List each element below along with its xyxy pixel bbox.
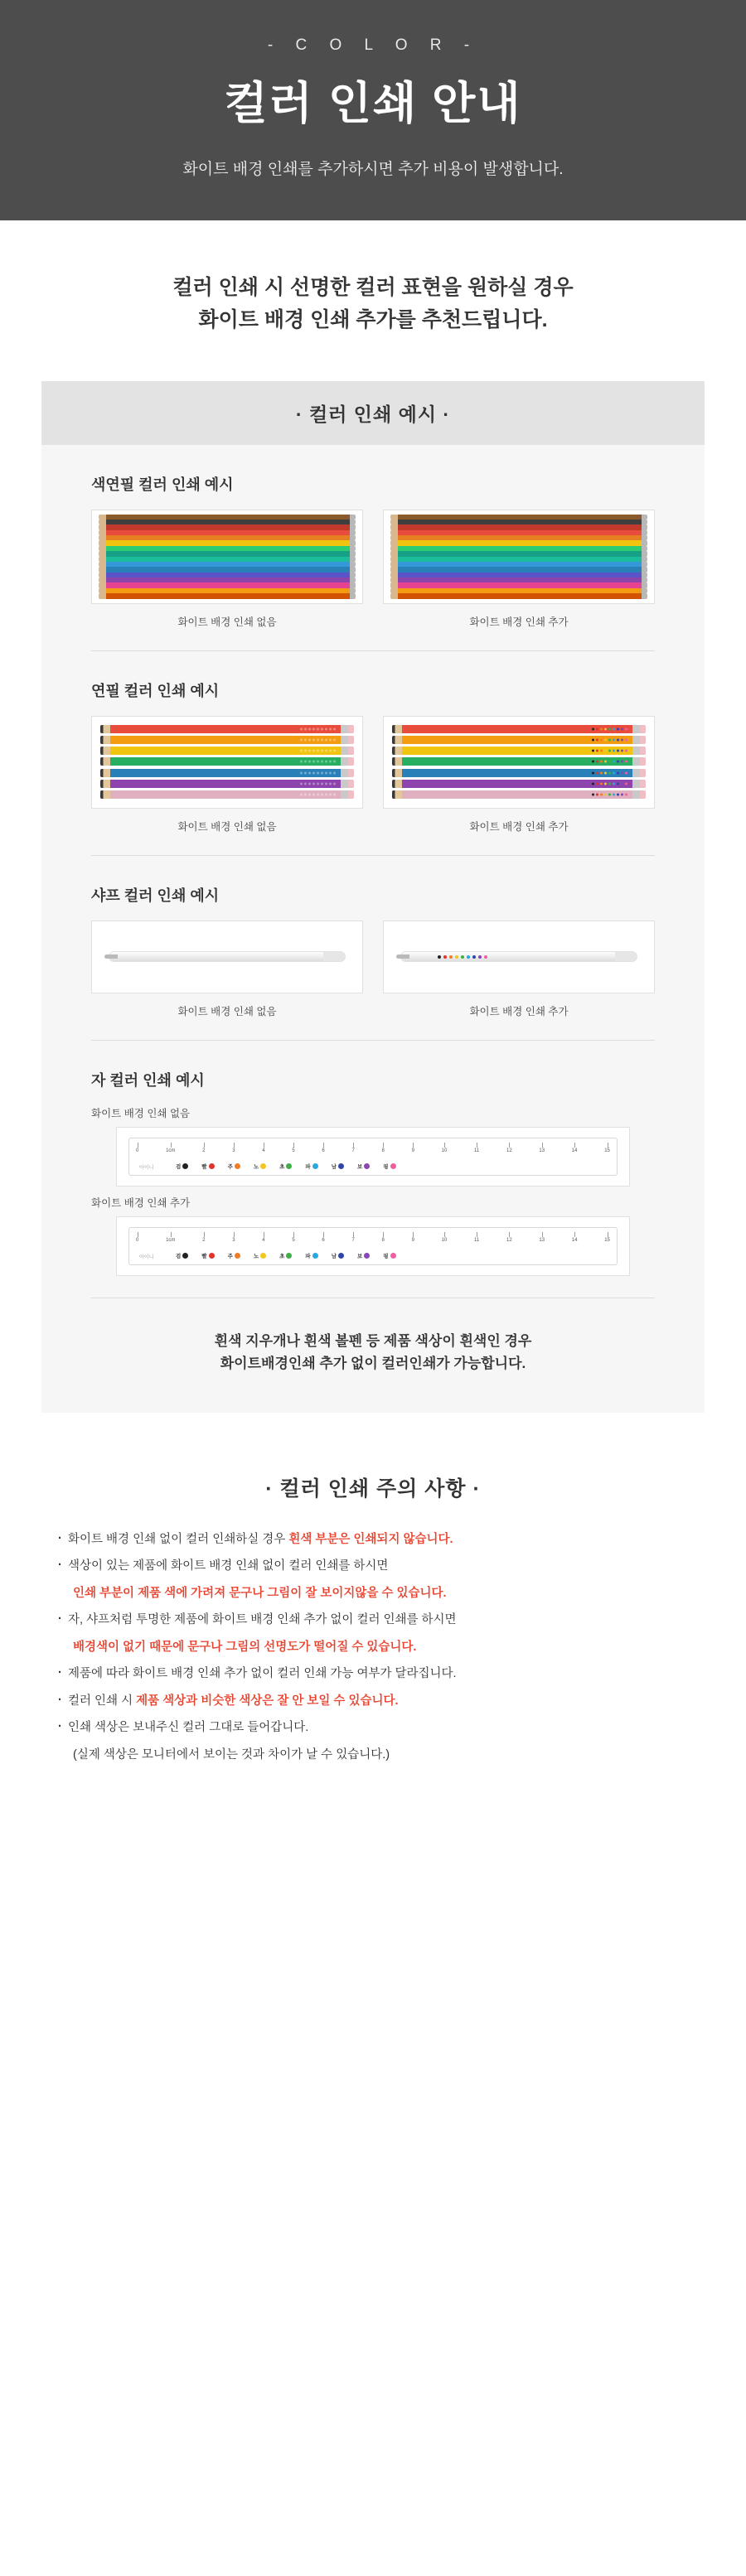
sharp-pen-graphic-printed <box>400 951 638 962</box>
ruler-color-item: 파 <box>305 1162 317 1170</box>
examples-panel-header <box>41 381 705 445</box>
ruler-brand-2: 아이니 <box>139 1254 154 1260</box>
ruler-brand-1: 아이니 <box>139 1165 154 1171</box>
ruler-tick: 0 <box>136 1232 138 1243</box>
examples-panel-title: · 컬러 인쇄 예시 · <box>295 403 451 425</box>
sharp-pen-graphic-plain <box>109 951 346 962</box>
example-without-white <box>91 716 363 834</box>
ruler-tick: 11 <box>474 1143 479 1153</box>
ruler-tick: 1cm <box>166 1143 175 1153</box>
section-title: 자 컬러 인쇄 예시 <box>91 1071 205 1089</box>
ruler-image-with-white <box>116 1216 630 1276</box>
caution-list <box>58 1530 688 1765</box>
section-title: 샤프 컬러 인쇄 예시 <box>91 887 220 904</box>
ruler-tick: 8 <box>382 1143 385 1153</box>
ruler-tick: 9 <box>412 1143 414 1153</box>
ruler-tick: 7 <box>351 1143 354 1153</box>
ruler-tick: 6 <box>322 1143 324 1153</box>
intro-block <box>0 220 746 381</box>
intro-line-1: 컬러 인쇄 시 선명한 컬러 표현을 원하실 경우 <box>172 276 574 299</box>
caution-text: 색상이 있는 제품에 화이트 배경 인쇄 없이 컬러 인쇄를 하시면 <box>68 1559 389 1573</box>
ruler-color-item: 노 <box>254 1252 266 1259</box>
example-section-colored-pencil <box>91 445 655 651</box>
ruler-tick: 3 <box>232 1232 235 1243</box>
ruler-color-item: 초 <box>279 1252 292 1259</box>
ruler-tick: 3 <box>232 1143 235 1153</box>
pencil-item <box>392 736 646 744</box>
example-with-white <box>383 921 655 1018</box>
caution-text: (실제 색상은 모니터에서 보이는 것과 차이가 날 수 있습니다.) <box>73 1747 390 1762</box>
caption-without-white: 화이트 배경 인쇄 없음 <box>177 616 277 628</box>
ruler-tick: 7 <box>351 1232 354 1243</box>
ruler-image-without-white <box>116 1127 630 1187</box>
caution-highlight: 제품 색상과 비슷한 색상은 잘 안 보일 수 있습니다. <box>136 1694 399 1708</box>
pencil-item <box>392 757 646 766</box>
page-title: 컬러 인쇄 안내 <box>224 79 522 128</box>
examples-panel <box>41 381 705 1413</box>
ruler-color-item: 파 <box>305 1252 317 1259</box>
ruler-tick: 11 <box>474 1232 479 1243</box>
caption-with-white: 화이트 배경 인쇄 추가 <box>469 616 569 628</box>
ruler-color-item: 핑 <box>383 1162 395 1170</box>
ruler-color-item: 초 <box>279 1162 292 1170</box>
example-with-white <box>383 510 655 629</box>
ruler-tick: 4 <box>262 1143 264 1153</box>
example-with-white <box>383 716 655 834</box>
pencil-item <box>100 747 354 755</box>
caution-title: · 컬러 인쇄 주의 사항 · <box>265 1476 481 1501</box>
ruler-ticks-1 <box>136 1143 610 1154</box>
caution-text: 인쇄 색상은 보내주신 컬러 그대로 들어갑니다. <box>68 1721 309 1735</box>
ruler-tick: 10 <box>442 1232 448 1243</box>
ruler-color-item: 노 <box>254 1162 266 1170</box>
header-eyebrow: - C O L O R - <box>267 36 479 54</box>
ruler-tick: 13 <box>539 1143 545 1153</box>
colored-pencil-item <box>390 593 647 598</box>
section-title: 색연필 컬러 인쇄 예시 <box>91 476 234 493</box>
pencil-item <box>100 780 354 788</box>
colored-pencil-image-with-white <box>383 510 655 604</box>
ruler-ticks-2 <box>136 1232 610 1244</box>
pencil-item <box>392 769 646 777</box>
ruler-tick: 8 <box>382 1232 385 1243</box>
ruler-tick: 5 <box>292 1232 294 1243</box>
ruler-color-item: 주 <box>228 1252 240 1259</box>
caution-block <box>0 1413 746 1822</box>
ruler-tick: 0 <box>136 1143 138 1153</box>
pencil-item <box>100 769 354 777</box>
caption-without-white: 화이트 배경 인쇄 없음 <box>177 820 277 833</box>
caption-with-white: 화이트 배경 인쇄 추가 <box>469 1005 569 1017</box>
ruler-tick: 6 <box>322 1232 324 1243</box>
ruler-tick: 2 <box>202 1232 205 1243</box>
caption-without-white: 화이트 배경 인쇄 없음 <box>91 1107 191 1119</box>
ruler-tick: 10 <box>442 1143 448 1153</box>
ruler-color-item: 검 <box>176 1252 188 1259</box>
intro-line-2: 화이트 배경 인쇄 추가를 추천드립니다. <box>198 307 548 331</box>
panel-note-line-1: 흰색 지우개나 흰색 볼펜 등 제품 색상이 흰색인 경우 <box>214 1332 532 1349</box>
ruler-color-item: 남 <box>332 1162 344 1170</box>
ruler-example-without-white <box>91 1105 655 1187</box>
ruler-tick: 15 <box>604 1232 610 1243</box>
colored-pencil-item <box>99 593 356 598</box>
ruler-tick: 13 <box>539 1232 545 1243</box>
ruler-color-item: 빨 <box>201 1252 214 1259</box>
caution-item <box>58 1718 688 1737</box>
caution-text: 제품에 따라 화이트 배경 인쇄 추가 없이 컬러 인쇄 가능 여부가 달라집니다. <box>68 1667 457 1681</box>
caption-with-white: 화이트 배경 인쇄 추가 <box>469 820 569 833</box>
caution-highlight: 배경색이 없기 때문에 문구나 그림의 선명도가 떨어질 수 있습니다. <box>73 1640 417 1654</box>
header-subtitle: 화이트 배경 인쇄를 추가하시면 추가 비용이 발생합니다. <box>182 161 564 178</box>
example-section-ruler <box>91 1041 655 1298</box>
caution-text: 화이트 배경 인쇄 없이 컬러 인쇄하실 경우 <box>68 1532 289 1546</box>
ruler-color-item: 핑 <box>383 1252 395 1259</box>
example-section-sharp-pen <box>91 856 655 1041</box>
pencil-item <box>392 747 646 755</box>
ruler-colorrow-1 <box>138 1162 608 1170</box>
section-title: 연필 컬러 인쇄 예시 <box>91 682 220 699</box>
caution-item <box>58 1665 688 1684</box>
ruler-tick: 9 <box>412 1232 414 1243</box>
ruler-color-item: 보 <box>357 1252 370 1259</box>
pencil-item <box>100 725 354 733</box>
ruler-example-with-white <box>91 1195 655 1276</box>
ruler-tick: 4 <box>262 1232 264 1243</box>
example-section-pencil <box>91 651 655 856</box>
caution-item <box>58 1557 688 1576</box>
pencil-item <box>100 736 354 744</box>
ruler-color-item: 빨 <box>201 1162 214 1170</box>
ruler-color-item: 검 <box>176 1162 188 1170</box>
pencil-item <box>392 790 646 799</box>
ruler-colorrow-2 <box>138 1252 608 1259</box>
ruler-tick: 12 <box>506 1143 512 1153</box>
pencil-item <box>100 757 354 766</box>
caption-without-white: 화이트 배경 인쇄 없음 <box>177 1005 277 1017</box>
pencil-image-with-white <box>383 716 655 809</box>
caution-item <box>58 1611 688 1630</box>
caution-highlight: 흰색 부분은 인쇄되지 않습니다. <box>288 1532 453 1546</box>
caution-item <box>58 1692 688 1711</box>
example-without-white <box>91 510 363 629</box>
caution-text: 컬러 인쇄 시 <box>68 1694 137 1708</box>
caution-highlight: 인쇄 부분이 제품 색에 가려져 문구나 그림이 잘 보이지않을 수 있습니다. <box>73 1586 447 1600</box>
pencil-image-without-white <box>91 716 363 809</box>
ruler-color-item: 주 <box>228 1162 240 1170</box>
caution-text: 자, 샤프처럼 투명한 제품에 화이트 배경 인쇄 추가 없이 컬러 인쇄를 하시면 <box>68 1613 457 1627</box>
pencil-item <box>392 725 646 733</box>
sharp-pen-image-with-white <box>383 921 655 993</box>
ruler-color-item: 남 <box>332 1252 344 1259</box>
ruler-tick: 14 <box>572 1232 578 1243</box>
ruler-tick: 15 <box>604 1143 610 1153</box>
ruler-tick: 14 <box>572 1143 578 1153</box>
ruler-tick: 5 <box>292 1143 294 1153</box>
pencil-item <box>392 780 646 788</box>
panel-note-line-2: 화이트배경인쇄 추가 없이 컬러인쇄가 가능합니다. <box>220 1355 526 1371</box>
ruler-color-item: 보 <box>357 1162 370 1170</box>
caption-with-white: 화이트 배경 인쇄 추가 <box>91 1196 191 1209</box>
pencil-item <box>100 790 354 799</box>
caution-item <box>58 1746 688 1765</box>
example-without-white <box>91 921 363 1018</box>
panel-note <box>91 1298 655 1375</box>
ruler-tick: 1cm <box>166 1232 175 1243</box>
caution-item <box>58 1584 688 1603</box>
ruler-tick: 12 <box>506 1232 512 1243</box>
sharp-pen-image-without-white <box>91 921 363 993</box>
colored-pencil-image-without-white <box>91 510 363 604</box>
ruler-tick: 2 <box>202 1143 205 1153</box>
caution-item <box>58 1638 688 1657</box>
page-header <box>0 0 746 220</box>
caution-item <box>58 1530 688 1549</box>
